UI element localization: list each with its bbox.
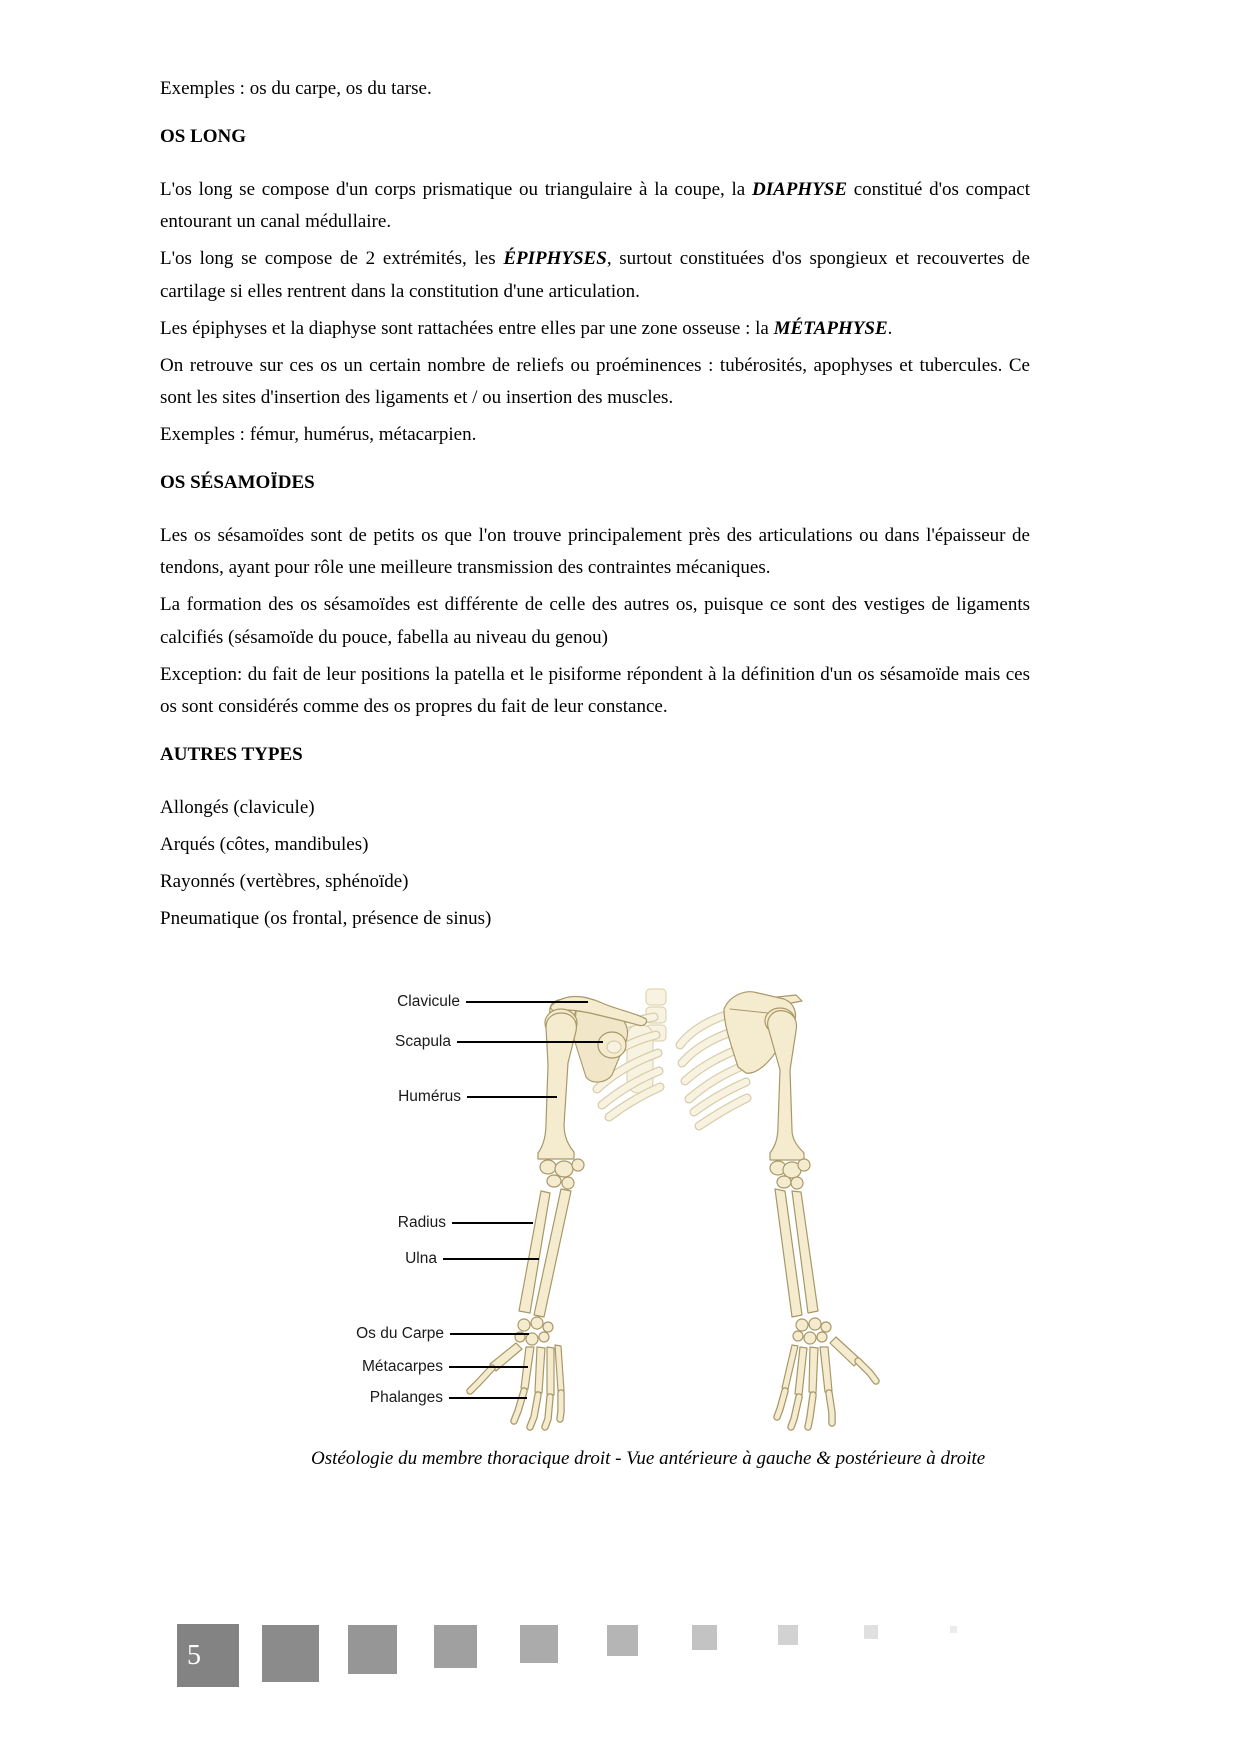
label-row-os-du-carpe [230,1324,529,1344]
footer-fade-square [348,1625,397,1674]
paragraph-diaphyse-pre: L'os long se compose d'un corps prismatique ou triangulaire à la coupe, la [160,178,752,200]
page-number-box [177,1624,239,1687]
label-os-du-carpe: Os du Carpe [356,1325,444,1342]
paragraph-metaphyse [160,313,1030,346]
paragraph-epiphyses [160,243,1030,308]
label-radius: Radius [397,1214,446,1231]
label-row-radius [232,1213,533,1233]
paragraph-exemples-femur: Exemples : fémur, humérus, métacarpien. [160,424,477,445]
label-row-scapula [237,1032,603,1052]
label-clavicule: Clavicule [397,993,460,1010]
footer-fade-square [950,1626,957,1633]
paragraph-exception: Exception: du fait de leur positions la patella et le pisiforme répondent à la définition d'un os sésamoïde mais ces os sont considérés comme des os propres du fait de leur constance. [160,663,1030,717]
paragraph-sesamoides-1: Les os sésamoïdes sont de petits os que l'on trouve principalement près des articulations ou dans l'épaisseur de tendons, ayant pour rôle une meilleure transmission des contraintes mécaniques. [160,524,1030,578]
pointer-line-metacarpes [449,1366,528,1368]
footer-fade-square [692,1625,717,1650]
footer-fade-square [607,1625,638,1656]
term-epiphyses: ÉPIPHYSES [503,248,607,269]
label-ulna: Ulna [405,1250,437,1267]
paragraph-pneumatique: Pneumatique (os frontal, présence de sinus) [160,907,492,929]
footer-fade-square [520,1625,558,1663]
label-row-clavicule [246,992,588,1012]
footer-fade-square [434,1625,477,1668]
label-row-phalanges [229,1388,527,1408]
term-metaphyse: MÉTAPHYSE [773,317,888,339]
pointer-line-os-du-carpe [450,1333,529,1335]
label-row-ulna [223,1249,539,1269]
paragraph-epiphyses-pre: L'os long se compose de 2 extrémités, les [160,248,504,269]
label-row-metacarpes [229,1357,528,1377]
label-humerus: Humérus [398,1088,461,1105]
pointer-line-scapula [457,1041,603,1043]
figure-caption: Ostéologie du membre thoracique droit - Vue antérieure à gauche & postérieure à droite [311,1448,986,1469]
heading-os-sesamoides: OS SÉSAMOÏDES [160,472,315,493]
footer-fade-square [262,1625,319,1682]
paragraph-sesamoides-2: La formation des os sésamoïdes est différente de celle des autres os, puisque ce sont des vestiges de ligaments calcifiés (sésamoïde du pouce, fabella au niveau du genou) [160,594,1030,648]
label-metacarpes: Métacarpes [362,1358,443,1375]
pointer-line-humerus [467,1096,557,1098]
paragraph-allonges: Allongés (clavicule) [160,796,315,818]
pointer-line-radius [452,1222,533,1224]
label-phalanges: Phalanges [369,1389,443,1406]
paragraph-rayonnes: Rayonnés (vertèbres, sphénoïde) [160,870,409,892]
paragraph-exemples-carpe-tarse: Exemples : os du carpe, os du tarse. [160,78,432,99]
label-row-humerus [247,1087,557,1107]
paragraph-reliefs: On retrouve sur ces os un certain nombre de reliefs ou proéminences : tubérosités, apophyses et tubercules. Ce sont les sites d'insertion des ligaments et / ou insertion des muscles. [160,354,1030,408]
pointer-line-phalanges [449,1397,527,1399]
heading-os-long: OS LONG [160,126,247,147]
footer-fade-square [778,1625,798,1645]
pointer-line-clavicule [466,1001,588,1003]
footer-fade-square [864,1625,878,1639]
paragraph-metaphyse-pre: Les épiphyses et la diaphyse sont rattachées entre elles par une zone osseuse : la [160,317,774,339]
paragraph-diaphyse [160,174,1030,239]
term-diaphyse: DIAPHYSE [751,178,848,200]
document-body [160,73,1030,940]
paragraph-diaphyse-post: constitué d'os compact entourant un canal médullaire. [160,178,1030,232]
paragraph-metaphyse-post: . [887,317,893,339]
label-scapula: Scapula [394,1033,451,1050]
paragraph-epiphyses-post: , surtout constituées d'os spongieux et recouvertes de cartilage si elles rentrent dans la constitution d'une articulation. [160,248,1030,302]
heading-autres-types: AUTRES TYPES [160,744,303,765]
paragraph-arques: Arqués (côtes, mandibules) [160,833,369,855]
page-number: 5 [187,1639,201,1671]
anatomy-figure [0,948,1241,1450]
pointer-line-ulna [443,1258,539,1260]
